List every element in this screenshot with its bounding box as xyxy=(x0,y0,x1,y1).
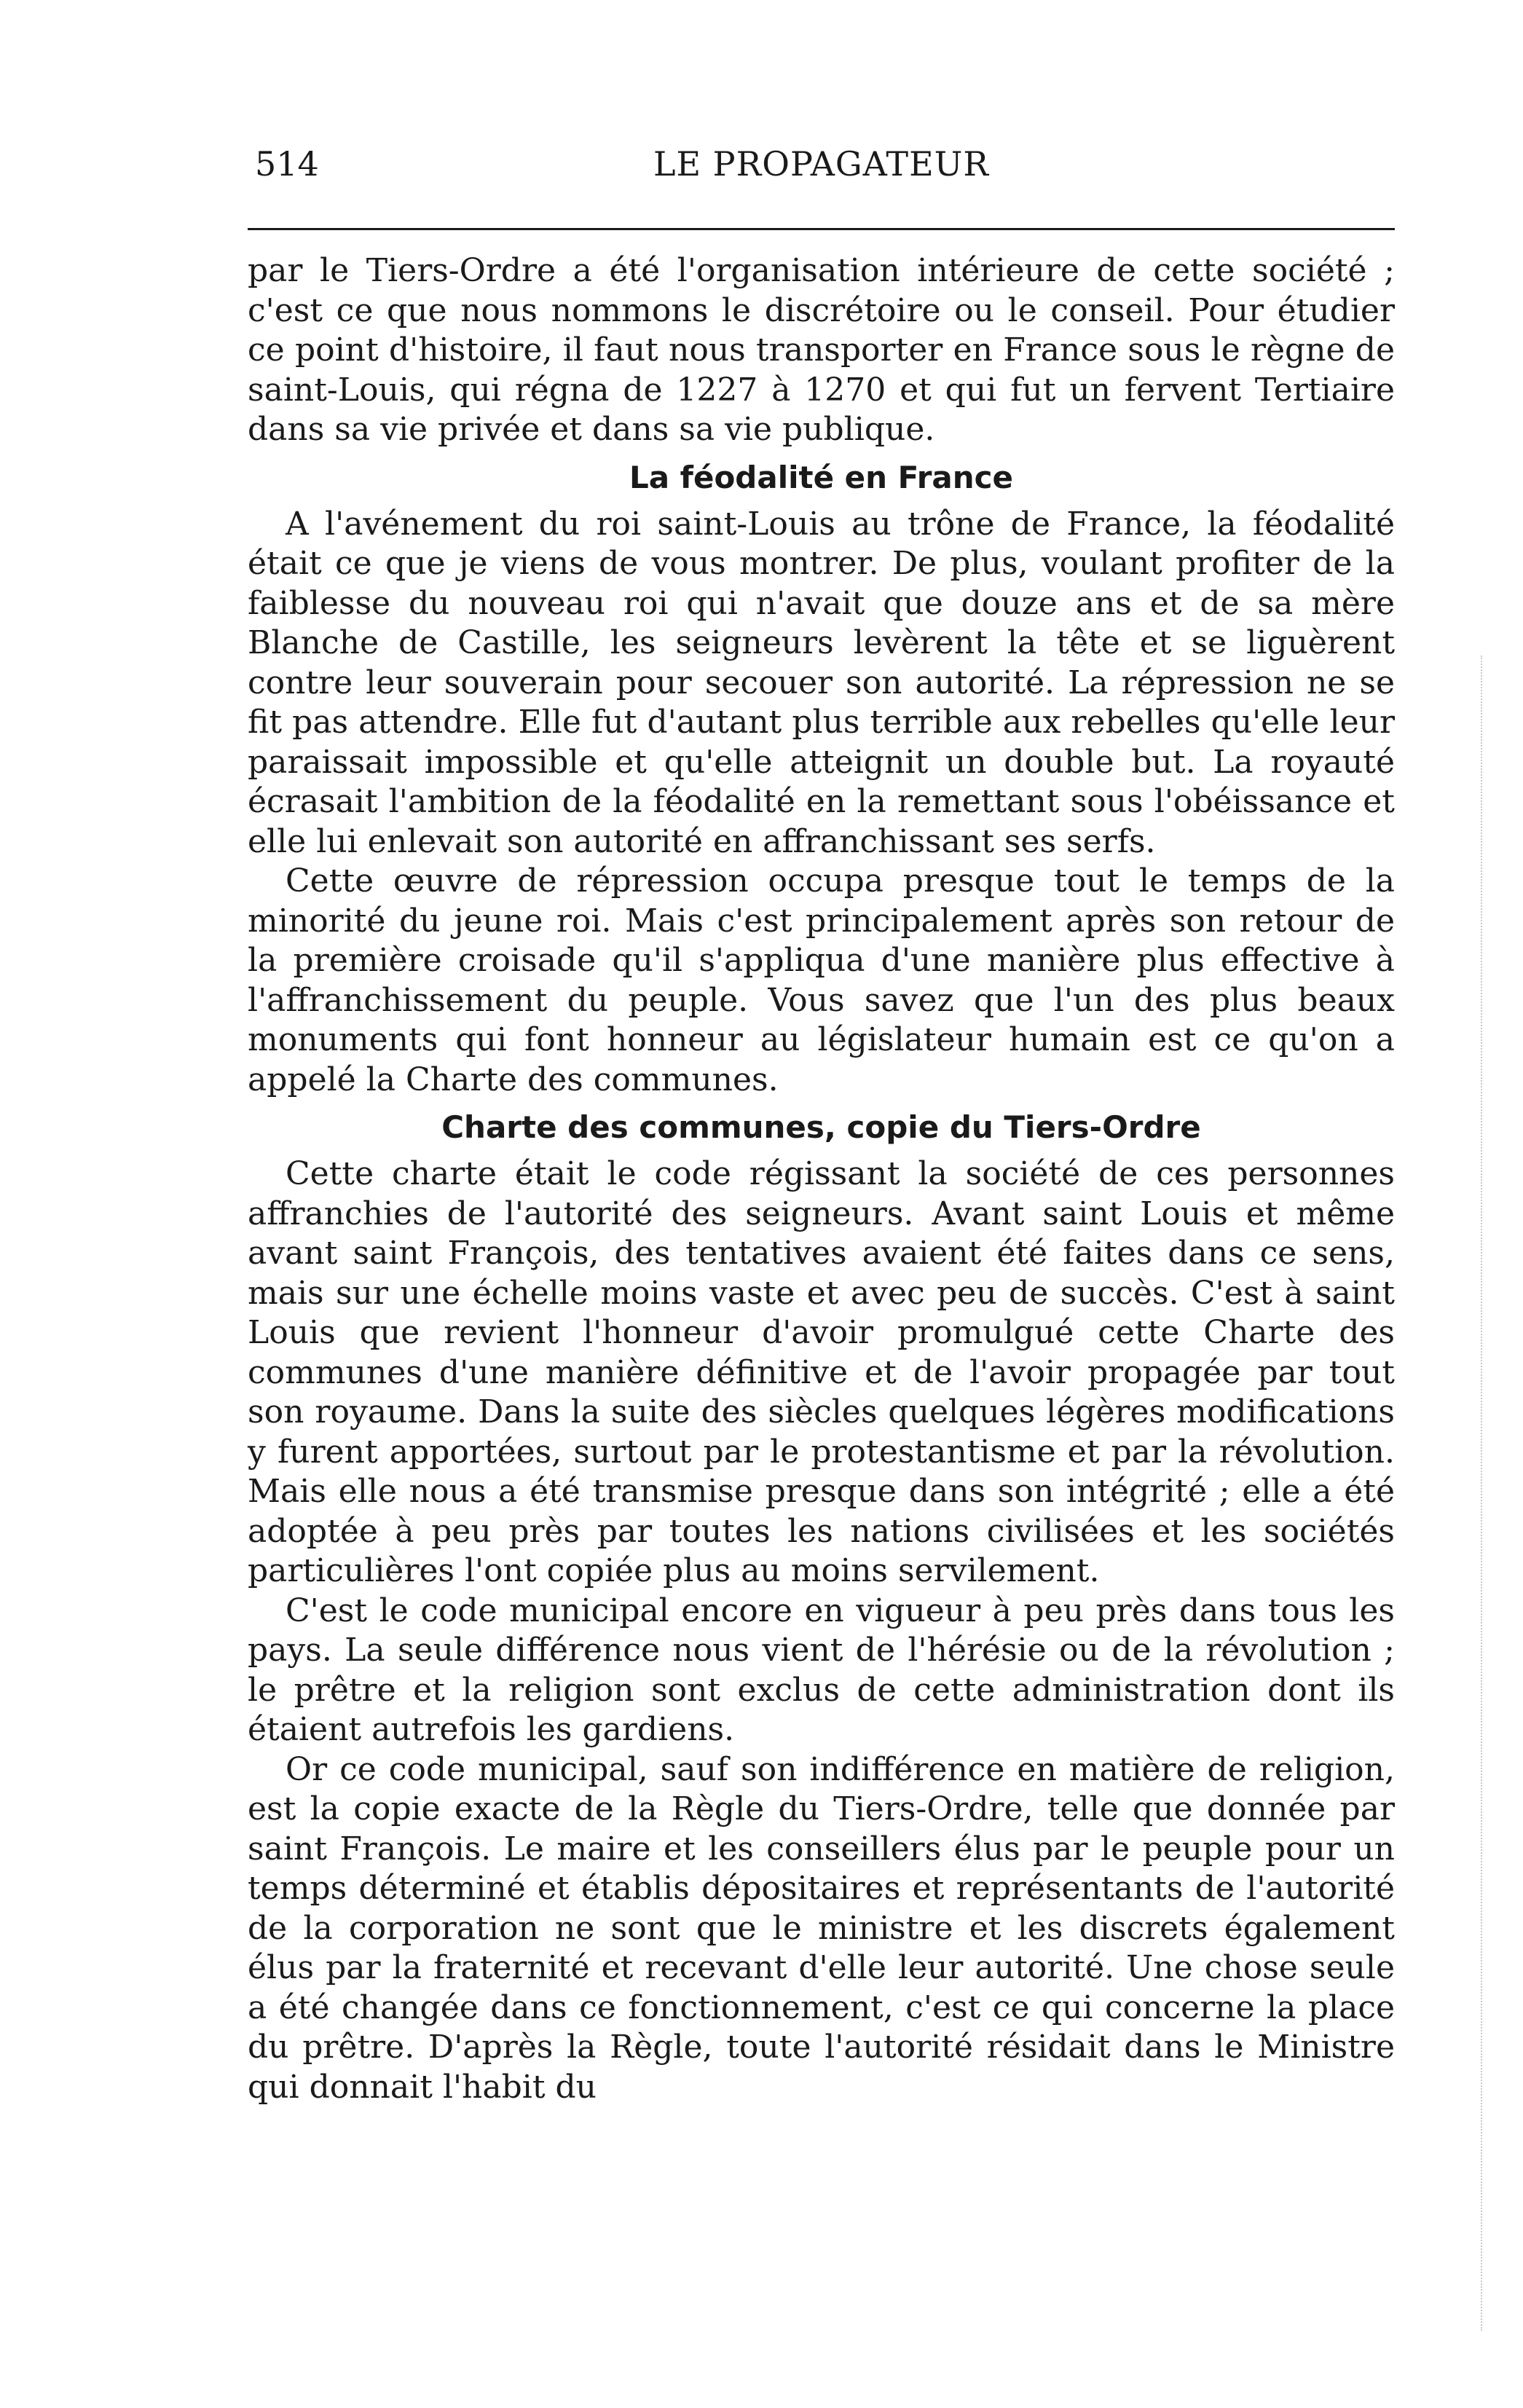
paragraph-6: Or ce code municipal, sauf son indifférence en matière de religion, est la copie exacte de la Règle du Tiers-Ordre, telle que donnée par saint François. Le maire et les conseillers élus par le peuple pour un temps déterminé et établis dépositaires et représentants de l'autorité de la corporation ne sont que le ministre et les discrets également élus par la fraternité et recevant d'elle leur autorité. Une chose seule a été changée dans ce fonctionnement, c'est ce qui concerne la place du prêtre. D'après la Règle, toute l'autorité résidait dans le Ministre qui donnait l'habit du xyxy=(248,1750,1395,2106)
header-rule xyxy=(248,228,1395,230)
page-header xyxy=(248,138,1395,197)
page-body xyxy=(248,251,1395,2107)
paragraph-2: A l'avénement du roi saint-Louis au trône de France, la féodalité était ce que je viens de vous montrer. De plus, voulant profiter de la faiblesse du nouveau roi qui n'avait que douze ans et de sa mère Blanche de Castille, les seigneurs levèrent la tête et se liguèrent contre leur souverain pour secouer son autorité. La répression ne se fit pas attendre. Elle fut d'autant plus terrible aux rebelles qu'elle leur paraissait impossible et qu'elle atteignit un double but. La royauté écrasait l'ambition de la féodalité en la remettant sous l'obéissance et elle lui enlevait son autorité en affranchissant ses serfs. xyxy=(248,505,1395,860)
paragraph-4: Cette charte était le code régissant la société de ces personnes affranchies de l'autorité des seigneurs. Avant saint Louis et même avant saint François, des tentatives avaient été faites dans ce sens, mais sur une échelle moins vaste et avec peu de succès. C'est à saint Louis que revient l'honneur d'avoir promulgué cette Charte des communes d'une manière définitive et de l'avoir propagée par tout son royaume. Dans la suite des siècles quelques légères modifications y furent apportées, surtout par le protestantisme et par la révolution. Mais elle nous a été transmise presque dans son intégrité ; elle a été adoptée à peu près par toutes les nations civilisées et les sociétés particulières l'ont copiée plus au moins servilement. xyxy=(248,1155,1395,1589)
section-heading-charte: Charte des communes, copie du Tiers-Ordre xyxy=(441,1109,1201,1145)
section-heading-feodalite: La féodalité en France xyxy=(629,459,1014,495)
paragraph-5: C'est le code municipal encore en vigueur à peu près dans tous les pays. La seule différence nous vient de l'hérésie ou de la révolution ; le prêtre et la religion sont exclus de cette administration dont ils étaient autrefois les gardiens. xyxy=(248,1591,1395,1748)
running-title: LE PROPAGATEUR xyxy=(653,144,990,184)
paragraph-3: Cette œuvre de répression occupa presque tout le temps de la minorité du jeune roi. Mais c'est principalement après son retour de la première croisade qu'il s'appliqua d'une manière plus effective à l'affranchissement du peuple. Vous savez que l'un des plus beaux monuments qui font honneur au législateur humain est ce qu'on a appelé la Charte des communes. xyxy=(248,862,1395,1098)
scan-edge-specks xyxy=(1481,656,1487,2331)
page-number: 514 xyxy=(255,144,319,184)
paragraph-1: par le Tiers-Ordre a été l'organisation intérieure de cette société ; c'est ce que nous nommons le discrétoire ou le conseil. Pour étudier ce point d'histoire, il faut nous transporter en France sous le règne de saint-Louis, qui régna de 1227 à 1270 et qui fut un fervent Tertiaire dans sa vie privée et dans sa vie publique. xyxy=(248,252,1395,448)
